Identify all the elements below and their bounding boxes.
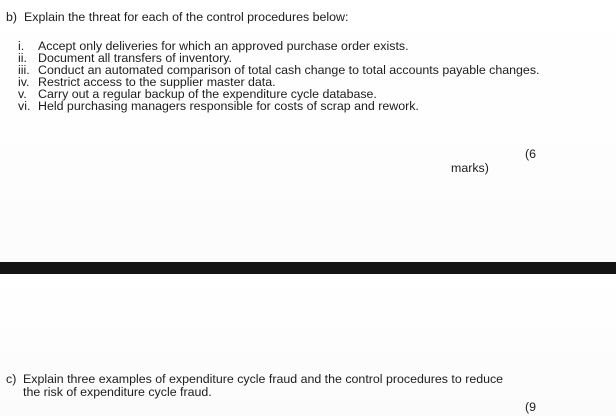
- question-b-prompt: Explain the threat for each of the control procedures below:: [24, 10, 349, 24]
- list-item: [18, 100, 548, 112]
- list-item-number: iv.: [18, 75, 30, 89]
- question-b-label: b): [6, 10, 18, 24]
- list-item-number: vi.: [18, 99, 31, 113]
- question-c-line2: the risk of expenditure cycle fraud.: [23, 385, 212, 399]
- list-item-text: Restrict access to the supplier master data.: [38, 75, 276, 89]
- question-b-marks-close: marks): [451, 161, 489, 175]
- control-procedure-list: [18, 40, 548, 112]
- question-c-text: [6, 373, 540, 399]
- list-item-number: i.: [18, 39, 25, 53]
- question-c-marks-open: (9: [525, 400, 537, 414]
- list-item-text: Accept only deliveries for which an approved purchase order exists.: [38, 39, 409, 53]
- list-item-number: v.: [18, 87, 27, 101]
- question-c-label: c): [6, 372, 17, 386]
- page-divider: [0, 262, 616, 274]
- list-item-number: iii.: [18, 63, 30, 77]
- question-b-heading: [6, 11, 348, 24]
- question-b-marks-open: (6: [525, 147, 537, 161]
- list-item-number: ii.: [18, 51, 27, 65]
- question-c-line1: Explain three examples of expenditure cycle fraud and the control procedures to reduce: [23, 372, 504, 386]
- list-item-text: Document all transfers of inventory.: [38, 51, 232, 65]
- list-item-text: Carry out a regular backup of the expenditure cycle database.: [38, 87, 377, 101]
- list-item-text: Held purchasing managers responsible for costs of scrap and rework.: [38, 99, 419, 113]
- list-item-text: Conduct an automated comparison of total cash change to total accounts payable changes.: [38, 63, 540, 77]
